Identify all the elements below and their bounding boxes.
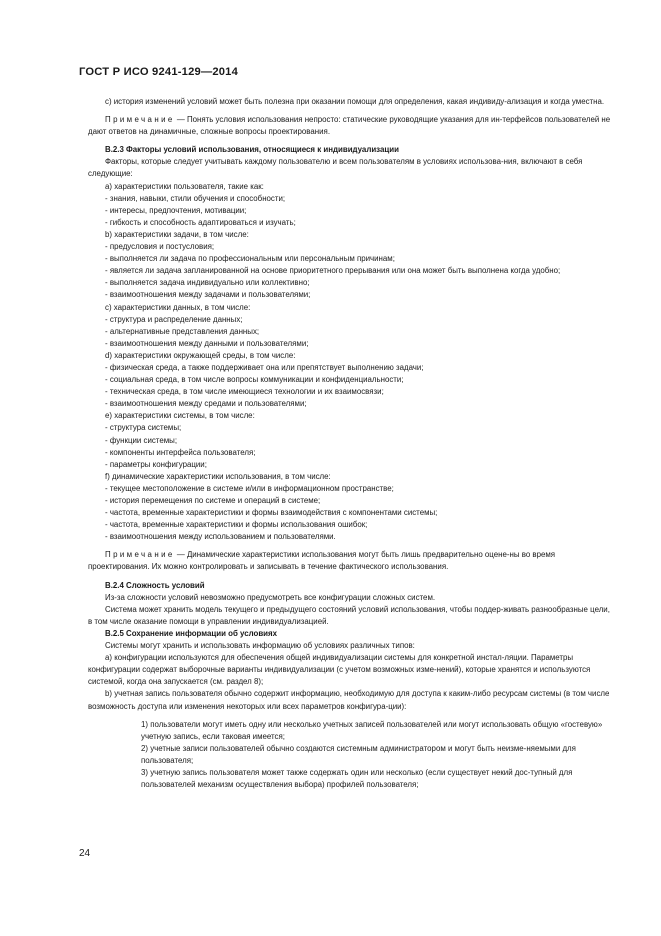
document-header: ГОСТ Р ИСО 9241-129—2014 xyxy=(79,66,239,78)
paragraph: - техническая среда, в том числе имеющиеся технологии и их взаимосвязи; xyxy=(105,387,384,397)
paragraph: - компоненты интерфейса пользователя; xyxy=(105,447,256,457)
paragraph: - история перемещения по системе и операций в системе; xyxy=(105,496,321,505)
paragraph: - является ли задача запланированной на основе приоритетного прерывания или она может быть выполнена когда удобно; xyxy=(105,266,561,276)
section-heading: В.2.3 Факторы условий использования, относящиеся к индивидуализации xyxy=(105,145,399,155)
paragraph: - взаимоотношения между средами и пользователями; xyxy=(105,399,307,409)
paragraph: - параметры конфигурации; xyxy=(105,459,207,469)
paragraph: Из-за сложности условий невозможно предусмотреть все конфигурации сложных систем. xyxy=(105,592,436,602)
paragraph: - социальная среда, в том числе вопросы коммуникации и конфиденциальности; xyxy=(105,375,404,385)
page-number: 24 xyxy=(79,848,91,859)
paragraph: - физическая среда, а также поддерживает она или препятствует выполнению задачи; xyxy=(105,362,424,372)
page-body xyxy=(88,96,613,791)
paragraph: - структура и распределение данных; xyxy=(105,314,243,324)
paragraph: - выполняется задача индивидуально или коллективно; xyxy=(105,278,310,288)
paragraph: Факторы, которые следует учитывать каждому пользователю и всем пользователям в условиях использова-ния, включают в себя следующие: xyxy=(88,157,583,179)
paragraph: - структура системы; xyxy=(105,423,182,433)
paragraph: - предусловия и постусловия; xyxy=(105,242,215,252)
paragraph: - выполняется ли задача по профессиональным или персональным причинам; xyxy=(105,254,395,264)
paragraph: - частота, временные характеристики и формы взаимодействия с компонентами системы; xyxy=(105,508,438,518)
paragraph: b) учетная запись пользователя обычно содержит информацию, необходимую для доступа к каким-либо ресурсам системы (в том числе возможность доступа или изменения некоторых или всех параметров конфигура-ции): xyxy=(88,689,610,711)
section-heading: В.2.5 Сохранение информации об условиях xyxy=(105,628,278,638)
paragraph: - взаимоотношения между использованием и пользователями. xyxy=(105,532,336,542)
paragraph: - интересы, предпочтения, мотивации; xyxy=(105,205,247,215)
paragraph: e) характеристики системы, в том числе: xyxy=(105,411,255,421)
paragraph: a) конфигурации используются для обеспечения общей индивидуализации системы для конкретной инстал-ляции. Параметры конфигурации содержат выборочные варианты индивидуализации (с учетом возможных изме-нений), которые хранятся и используются системой, когда она запускается (см. раздел 8); xyxy=(88,653,591,687)
paragraph: c) история изменений условий может быть полезна при оказании помощи для определения, какая индивиду-ализация и когда уместна. xyxy=(105,97,605,106)
paragraph: 1) пользователи могут иметь одну или несколько учетных записей пользователей или могут использовать общую «гостевую» учетную запись, если таковая имеется; xyxy=(141,719,603,741)
note-paragraph: Примечание — Динамические характеристики использования могут быть лишь предварительно оцене-ны во время проектирования. Их можно контролировать и записывать в течение фактического использования. xyxy=(88,550,556,572)
paragraph: 3) учетную запись пользователя может также содержать один или несколько (если существует некий дос-тупный для пользователей механизм осуществления выбора) профилей пользователя; xyxy=(141,767,573,790)
paragraph: d) характеристики окружающей среды, в том числе: xyxy=(105,350,296,360)
paragraph: - гибкость и способность адаптироваться и изучать; xyxy=(105,217,296,227)
note-paragraph: Примечание — Понять условия использования непросто: статические руководящие указания для ин-терфейсов пользователей не дают ответов на динамичные, сложные вопросы проектирования. xyxy=(88,115,611,137)
paragraph: Системы могут хранить и использовать информацию об условиях различных типов: xyxy=(105,641,415,651)
paragraph: - частота, временные характеристики и формы использования ошибок; xyxy=(105,520,368,530)
paragraph: a) характеристики пользователя, такие как: xyxy=(105,181,264,191)
paragraph: - текущее местоположение в системе и/или в информационном пространстве; xyxy=(105,483,394,493)
paragraph: - функции системы; xyxy=(105,435,178,445)
paragraph: 2) учетные записи пользователей обычно создаются системным администратором и могут быть неизме-няемыми для пользователя; xyxy=(141,743,576,765)
paragraph: - взаимоотношения между задачами и пользователями; xyxy=(105,290,311,300)
section-heading: В.2.4 Сложность условий xyxy=(105,580,205,590)
paragraph: b) характеристики задачи, в том числе: xyxy=(105,229,249,239)
paragraph: c) характеристики данных, в том числе: xyxy=(105,302,251,312)
paragraph: f) динамические характеристики использования, в том числе: xyxy=(105,471,331,481)
paragraph: - знания, навыки, стили обучения и способности; xyxy=(105,193,286,203)
paragraph: Система может хранить модель текущего и предыдущего состояний условий использования, чтобы поддер-живать разнообразные цели, в том числе оказание помощи в управлении индивидуализацией. xyxy=(88,604,610,626)
paragraph: - взаимоотношения между данными и пользователями; xyxy=(105,338,309,348)
paragraph: - альтернативные представления данных; xyxy=(105,326,260,336)
